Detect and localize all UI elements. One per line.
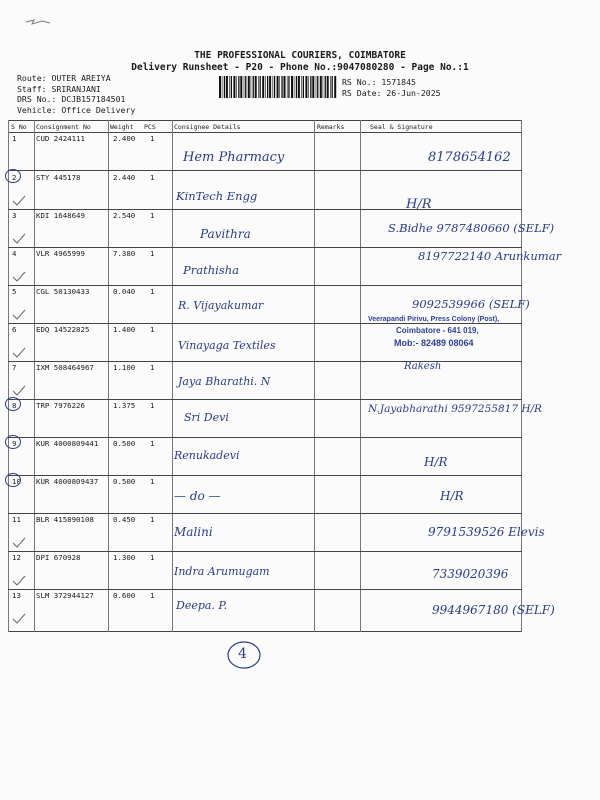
row-signature-handwritten: H/R xyxy=(424,455,448,469)
delivery-table xyxy=(8,120,562,632)
row-signature-handwritten: H/R xyxy=(406,197,432,212)
row-signature-handwritten: Rakesh xyxy=(404,361,442,372)
table-row xyxy=(8,361,522,399)
row-signature-handwritten: 8197722140 Arunkumar xyxy=(418,249,562,263)
row-weight: 7.380 xyxy=(113,249,136,258)
row-signature-handwritten: 9092539966 (SELF) xyxy=(412,297,530,311)
row-pcs: 1 xyxy=(150,173,155,182)
row-pcs: 1 xyxy=(150,553,155,562)
drs-number: DRS No.: DCJB157184501 xyxy=(17,94,126,104)
row-pcs: 1 xyxy=(150,134,155,143)
row-signature-handwritten: 8178654162 xyxy=(428,150,511,165)
row-pcs: 1 xyxy=(150,439,155,448)
col-header-pcs: PCS xyxy=(144,123,156,131)
staff-text: Staff: SRIRANJANI xyxy=(17,83,101,94)
route-text: Route: OUTER AREIYA xyxy=(17,73,111,83)
table-row xyxy=(8,475,522,513)
vehicle-text: Vehicle: Office Delivery xyxy=(17,104,136,115)
table-row xyxy=(8,437,522,475)
runsheet-subtitle: Delivery Runsheet - P20 - Phone No.:9047080280 - Page No.:1 xyxy=(131,62,469,73)
row-consignment-number: SLM 372944127 xyxy=(36,591,94,600)
row-circle-mark xyxy=(4,434,22,450)
company-title: THE PROFESSIONAL COURIERS, COIMBATORE xyxy=(194,50,406,61)
table-row xyxy=(8,171,522,212)
row-circle-mark xyxy=(4,168,22,184)
row-consignee-handwritten: Prathisha xyxy=(183,263,239,277)
corner-scribble xyxy=(24,16,54,28)
row-weight: 0.600 xyxy=(113,591,136,600)
row-sno: 12 xyxy=(12,553,21,562)
row-weight: 0.500 xyxy=(113,477,136,486)
row-weight: 1.375 xyxy=(113,401,136,410)
tick-mark-icon xyxy=(12,195,26,207)
row-consignee-handwritten: Jaya Bharathi. N xyxy=(178,375,271,388)
table-row xyxy=(8,209,555,247)
row-consignee-handwritten: Hem Pharmacy xyxy=(183,150,285,165)
col-header-consignment: Consignment No xyxy=(36,123,91,131)
row-consignment-number: TRP 7976226 xyxy=(36,401,85,410)
row-sno: 8 xyxy=(12,401,17,410)
row-signature-handwritten: S.Bidhe 9787480660 (SELF) xyxy=(388,221,555,235)
stamp-address-line: Veerapandi Pirivu, Press Colony (Post), xyxy=(368,316,500,323)
row-consignment-number: VLR 4965999 xyxy=(36,249,85,258)
tick-mark-icon xyxy=(12,537,26,549)
row-consignment-number: STY 445178 xyxy=(36,173,81,182)
col-header-sno: S No xyxy=(11,123,27,131)
row-consignee-handwritten: Indra Arumugam xyxy=(174,565,270,578)
row-pcs: 1 xyxy=(150,591,155,600)
row-weight: 1.300 xyxy=(113,553,136,562)
row-weight: 2.540 xyxy=(113,211,136,220)
row-consignment-number: IXM 508464967 xyxy=(36,363,94,372)
row-sno: 11 xyxy=(12,515,21,524)
row-weight: 1.100 xyxy=(113,363,136,372)
tick-mark-icon xyxy=(12,347,26,359)
table-row xyxy=(8,551,522,589)
tick-mark-icon xyxy=(12,613,26,625)
row-weight: 1.400 xyxy=(113,325,136,334)
row-consignment-number: DPI 670928 xyxy=(36,553,81,562)
row-consignee-handwritten: Sri Devi xyxy=(184,411,229,424)
row-consignee-handwritten: KinTech Engg xyxy=(176,189,258,203)
tick-mark-icon xyxy=(12,309,26,321)
col-header-signature: Seal & Signature xyxy=(370,123,433,131)
row-signature-handwritten: 9944967180 (SELF) xyxy=(432,603,555,617)
page-number-handwritten: 4 xyxy=(238,646,247,662)
row-sno: 3 xyxy=(12,211,17,220)
table-row xyxy=(8,399,542,437)
row-sno: 7 xyxy=(12,363,17,372)
row-weight: 2.400 xyxy=(113,134,136,143)
row-weight: 0.500 xyxy=(113,439,136,448)
row-pcs: 1 xyxy=(150,515,155,524)
row-pcs: 1 xyxy=(150,401,155,410)
row-sno: 5 xyxy=(12,287,17,296)
row-circle-mark xyxy=(4,472,22,488)
table-row xyxy=(8,132,522,170)
row-signature-handwritten: H/R xyxy=(440,489,464,503)
delivery-agent-stamp xyxy=(360,290,560,362)
barcode xyxy=(219,76,337,98)
row-consignment-number: BLR 415890108 xyxy=(36,515,94,524)
row-sno: 13 xyxy=(12,591,21,600)
table-row xyxy=(8,589,555,627)
row-consignee-handwritten: Vinayaga Textiles xyxy=(178,339,276,352)
row-pcs: 1 xyxy=(150,363,155,372)
row-consignee-handwritten: — do — xyxy=(174,489,221,503)
col-header-weight: Weight xyxy=(110,123,134,131)
runsheet-meta-left xyxy=(17,73,135,115)
row-consignee-handwritten: Renukadevi xyxy=(174,449,240,462)
row-consignment-number: EDQ 14522825 xyxy=(36,325,90,334)
row-weight: 2.440 xyxy=(113,173,136,182)
col-header-consignee: Consignee Details xyxy=(174,123,241,131)
runsheet-meta-right xyxy=(342,77,441,98)
row-pcs: 1 xyxy=(150,287,155,296)
table-row xyxy=(8,247,562,285)
row-pcs: 1 xyxy=(150,249,155,258)
row-pcs: 1 xyxy=(150,477,155,486)
tick-mark-icon xyxy=(12,575,26,587)
row-sno: 4 xyxy=(12,249,17,258)
rs-number: RS No.: 1571845 xyxy=(342,77,416,87)
row-consignment-number: KUR 4000809437 xyxy=(36,477,99,486)
row-consignee-handwritten: Deepa. P. xyxy=(176,599,228,612)
row-consignee-handwritten: Malini xyxy=(174,525,213,539)
row-weight: 0.040 xyxy=(113,287,136,296)
row-pcs: 1 xyxy=(150,325,155,334)
row-sno: 9 xyxy=(12,439,17,448)
row-weight: 0.450 xyxy=(113,515,136,524)
row-consignment-number: CGL 50130433 xyxy=(36,287,90,296)
row-consignment-number: CUD 2424111 xyxy=(36,134,85,143)
row-circle-mark xyxy=(4,396,22,412)
row-signature-handwritten: N.Jayabharathi 9597255817 H/R xyxy=(368,403,542,415)
row-sno: 10 xyxy=(12,477,21,486)
row-sno: 2 xyxy=(12,173,17,182)
row-sno: 6 xyxy=(12,325,17,334)
row-pcs: 1 xyxy=(150,211,155,220)
row-signature-handwritten: 7339020396 xyxy=(432,567,509,581)
tick-mark-icon xyxy=(12,271,26,283)
row-consignment-number: KUR 4000809441 xyxy=(36,439,99,448)
stamp-mobile-line: Mob:- 82489 08064 xyxy=(394,338,474,348)
col-header-remarks: Remarks xyxy=(317,123,345,131)
row-sno: 1 xyxy=(12,134,17,143)
stamp-city-line: Coimbatore - 641 019, xyxy=(396,326,479,335)
row-signature-handwritten: 9791539526 Elevis xyxy=(428,525,545,539)
tick-mark-icon xyxy=(12,233,26,245)
row-consignment-number: KDI 1648649 xyxy=(36,211,85,220)
table-row xyxy=(8,513,545,551)
row-consignee-handwritten: Pavithra xyxy=(200,227,251,241)
row-consignee-handwritten: R. Vijayakumar xyxy=(178,299,264,312)
rs-date: RS Date: 26-Jun-2025 xyxy=(342,87,441,98)
